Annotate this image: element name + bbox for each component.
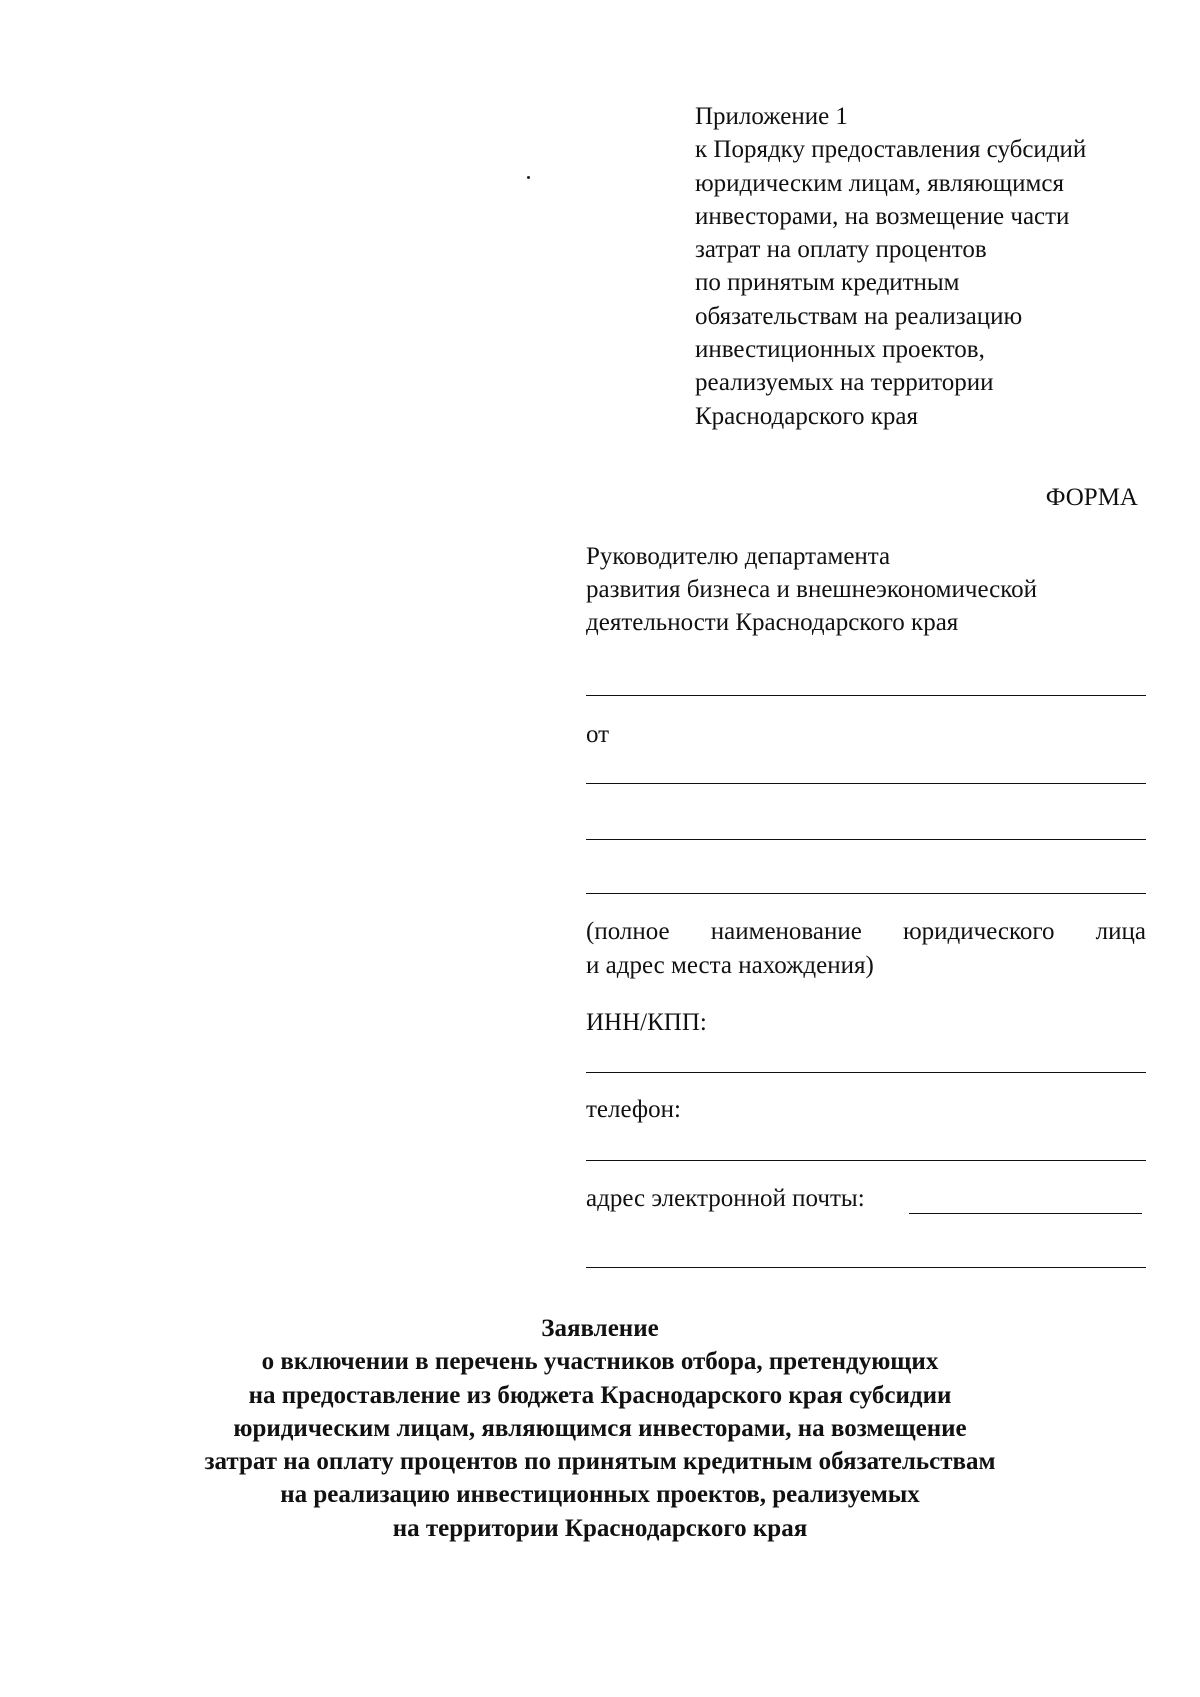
- title-line: на реализацию инвестиционных проектов, реализуемых: [280, 1481, 920, 1509]
- appendix-line: по принятым кредитным: [695, 269, 960, 297]
- title-line: на территории Краснодарского края: [392, 1514, 808, 1542]
- appendix-line: инвесторами, на возмещение части: [695, 202, 1070, 230]
- addressee-block: [586, 540, 1037, 639]
- appendix-line: реализуемых на территории: [695, 369, 994, 397]
- title-line: о включении в перечень участников отбора, претендующих: [261, 1348, 939, 1376]
- title-line: затрат на оплату процентов по принятым кредитным обязательствам: [204, 1448, 996, 1476]
- email-label: адрес электронной почты:: [586, 1185, 865, 1212]
- from-label: от: [586, 721, 610, 748]
- application-title: [0, 1312, 1200, 1545]
- addressee-line: развития бизнеса и внешнеэкономической: [586, 576, 1038, 603]
- title-line: юридическим лицам, являющимся инвесторами, на возмещение: [233, 1414, 967, 1442]
- phone-label: телефон:: [586, 1096, 681, 1123]
- form-label: ФОРМА: [1045, 484, 1138, 511]
- blank-line-from-1[interactable]: [586, 783, 1146, 784]
- appendix-line: Приложение 1: [695, 103, 848, 130]
- addressee-line: Руководителю департамента: [586, 543, 891, 570]
- blank-line-email[interactable]: [909, 1213, 1142, 1214]
- title-line: на предоставление из бюджета Краснодарского края субсидии: [248, 1381, 952, 1409]
- blank-line-phone[interactable]: [586, 1160, 1146, 1161]
- hint-line: и адрес места нахождения): [586, 952, 874, 979]
- blank-line-from-2[interactable]: [586, 839, 1146, 840]
- blank-line-inn-kpp[interactable]: [586, 1072, 1146, 1073]
- appendix-line: юридическим лицам, являющимся: [695, 169, 1064, 197]
- blank-line-from-3[interactable]: [586, 893, 1146, 894]
- blank-line-email-2[interactable]: [586, 1267, 1146, 1268]
- appendix-line: затрат на оплату процентов: [695, 236, 987, 264]
- appendix-line: инвестиционных проектов,: [695, 336, 985, 364]
- speck-mark: [527, 176, 530, 179]
- appendix-line: обязательствам на реализацию: [695, 302, 1023, 330]
- appendix-line: к Порядку предоставления субсидий: [695, 136, 1087, 164]
- title-heading: Заявление: [541, 1315, 659, 1342]
- appendix-block: [695, 100, 1086, 433]
- blank-line-addressee-name[interactable]: [586, 695, 1146, 696]
- hint-line: (полное наименование юридического лица: [586, 918, 1146, 945]
- addressee-line: деятельности Краснодарского края: [586, 609, 959, 636]
- field-hint: [586, 915, 1146, 983]
- inn-kpp-label: ИНН/КПП:: [586, 1009, 707, 1036]
- appendix-line: Краснодарского края: [695, 402, 918, 430]
